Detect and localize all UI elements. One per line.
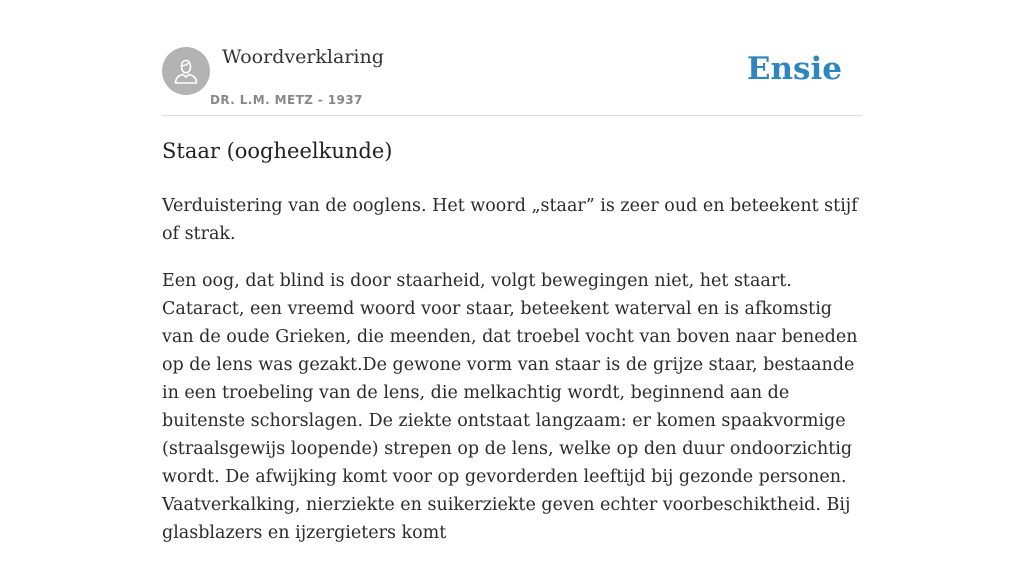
article-paragraph: Verduistering van de ooglens. Het woord „staar” is zeer oud en beteekent stijf of strak.	[162, 196, 858, 244]
user-icon	[171, 56, 201, 86]
source-header	[162, 46, 862, 116]
article-title: Staar (oogheelkunde)	[162, 139, 393, 163]
source-meta: DR. L.M. METZ - 1937	[210, 93, 363, 107]
avatar	[162, 47, 210, 95]
brand-logo[interactable]: Ensie	[746, 51, 842, 87]
article-paragraph: Een oog, dat blind is door staarheid, volgt bewegingen niet, het staart. Cataract, een vreemd woord voor staar, beteekent waterval en is afkomstig van de oude Grieken, die meenden, dat troebel vocht van boven naar beneden op de lens was gezakt.De gewone vorm van staar is de grijze staar, bestaande in een troebeling van de lens, die melkachtig wordt, beginnend aan de buitenste schorslagen. De ziekte ontstaat langzaam: er komen spaakvormige (straalsgewijs loopende) strepen op de lens, welke op den duur ondoorzichtig wordt. De afwijking komt voor op gevorderden leeftijd bij gezonde personen. Vaatverkalking, nierziekte en suikerziekte geven echter voorbeschiktheid. Bij glasblazers en ijzergieters komt	[162, 271, 858, 543]
article-body	[162, 192, 862, 566]
source-title[interactable]: Woordverklaring	[222, 46, 384, 68]
